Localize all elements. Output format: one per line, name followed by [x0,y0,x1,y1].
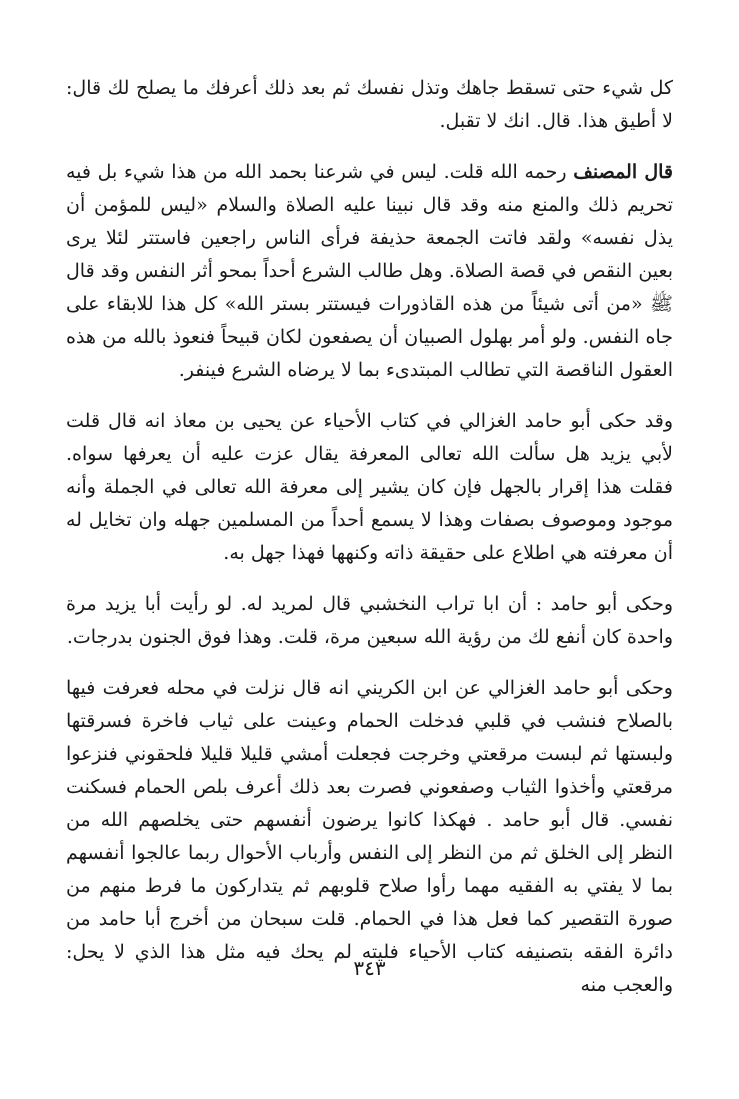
paragraph-2 [66,156,673,387]
paragraph-1-text: كل شيء حتى تسقط جاهك وتذل نفسك ثم بعد ذلك أعرفك ما يصلح لك قال: لا أطيق هذا. قال. انك لا تقبل. [66,77,673,132]
paragraph-4 [66,588,673,654]
paragraph-3 [66,405,673,570]
page-number: ٣٤٣ [353,956,386,980]
paragraph-5 [66,672,673,1002]
paragraph-5-text: وحكى أبو حامد الغزالي عن ابن الكريني انه قال نزلت في محله فعرفت فيها بالصلاح فنشب في قلبي فدخلت الحمام وعينت على ثياب فاخرة فسرقتها ولبستها ثم لبست مرقعتي وخرجت فجعلت أمشي قليلا قليلا فلحقوني فنزعوا مرقعتي وأخذوا الثياب وصفعوني فصرت بعد ذلك أعرف بلص الحمام فسكنت نفسي. قال أبو حامد . فهكذا كانوا يرضون أنفسهم حتى يخلصهم الله من النظر إلى الخلق ثم من النظر إلى النفس وأرباب الأحوال ربما عالجوا أنفسهم بما لا يفتي به الفقيه مهما رأوا صلاح قلوبهم ثم يتداركون ما فرط منهم من صورة التقصير كما فعل هذا في الحمام. قلت سبحان من أخرج أبا حامد من دائرة الفقه بتصنيفه كتاب الأحياء فليته لم يحك فيه مثل هذا الذي لا يحل: والعجب منه [66,677,673,996]
paragraph-1 [66,72,673,138]
paragraph-3-text: وقد حكى أبو حامد الغزالي في كتاب الأحياء عن يحيى بن معاذ انه قال قلت لأبي يزيد هل سألت الله تعالى المعرفة يقال عزت عليه أن يعرفها سواه. فقلت هذا إقرار بالجهل فإن كان يشير إلى معرفة الله تعالى في الجملة وأنه موجود وموصوف بصفات وهذا لا يسمع أحداً من المسلمين جهله وان تخايل له أن معرفته هي اطلاع على حقيقة ذاته وكنهها فهذا جهل به. [66,410,673,564]
paragraph-2-text: رحمه الله قلت. ليس في شرعنا بحمد الله من هذا شيء بل فيه تحريم ذلك والمنع منه وقد قال نبينا عليه الصلاة والسلام «ليس للمؤمن أن يذل نفسه» ولقد فاتت الجمعة حذيفة فرأى الناس راجعين فاستتر لئلا يرى بعين النقص في قصة الصلاة. وهل طالب الشرع أحداً بمحو أثر النفس وقد قال ﷺ «من أتى شيئاً من هذه القاذورات فيستتر بستر الله» كل هذا للابقاء على جاه النفس. ولو أمر بهلول الصبيان أن يصفعون لكان قبيحاً فنعوذ بالله من هذه العقول الناقصة التي تطالب المبتدىء بما لا يرضاه الشرع فينفر. [66,161,673,381]
paragraph-4-text: وحكى أبو حامد : أن ابا تراب النخشبي قال لمريد له. لو رأيت أبا يزيد مرة واحدة كان أنفع لك من رؤية الله سبعين مرة، قلت. وهذا فوق الجنون بدرجات. [66,593,673,648]
paragraph-2-lead: قال المصنف [573,161,674,183]
